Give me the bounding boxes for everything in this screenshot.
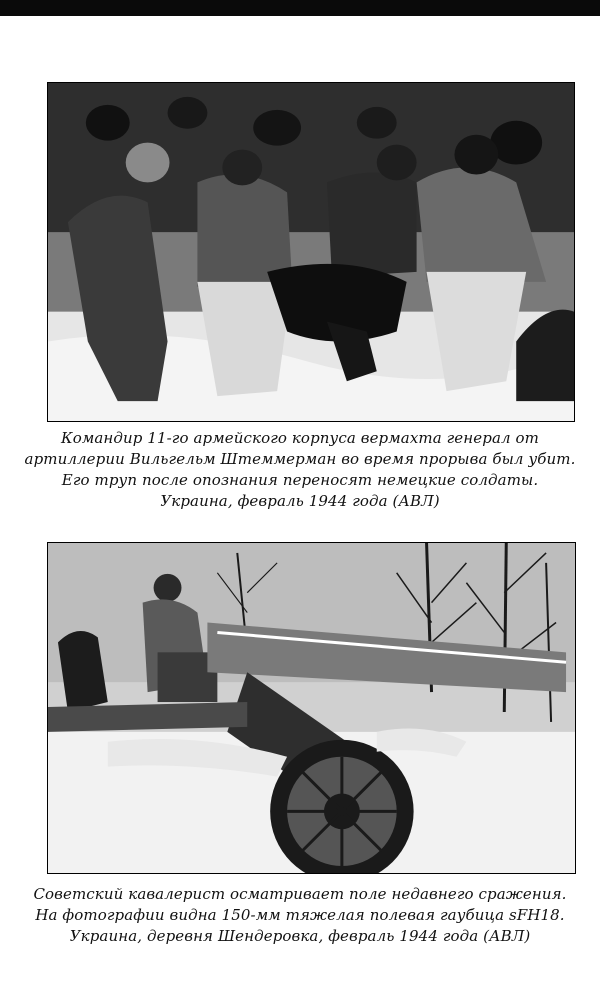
photo-cavalryman-howitzer-image <box>48 543 575 873</box>
photo-soldiers-carrying-body-image <box>48 83 574 421</box>
caption-line: Советский кавалерист осматривает поле недавнего сражения. <box>33 885 567 903</box>
photo-cavalryman-howitzer <box>47 542 576 874</box>
photo-1-caption <box>20 428 580 512</box>
caption-line: Украина, февраль 1944 года (АВЛ) <box>160 492 440 510</box>
caption-line: Командир 11-го армейского корпуса вермахта генерал от <box>61 429 539 447</box>
photo-2-caption <box>20 884 580 947</box>
caption-line: Его труп после опознания переносят немецкие солдаты. <box>61 471 539 489</box>
caption-line: Украина, деревня Шендеровка, февраль 1944 года (АВЛ) <box>69 927 531 945</box>
photo-soldiers-carrying-body <box>47 82 575 422</box>
caption-line: На фотографии видна 150-мм тяжелая полевая гаубица sFH18. <box>35 906 565 924</box>
page-top-border <box>0 0 600 16</box>
caption-line: артиллерии Вильгельм Штеммерман во время прорыва был убит. <box>24 450 576 468</box>
